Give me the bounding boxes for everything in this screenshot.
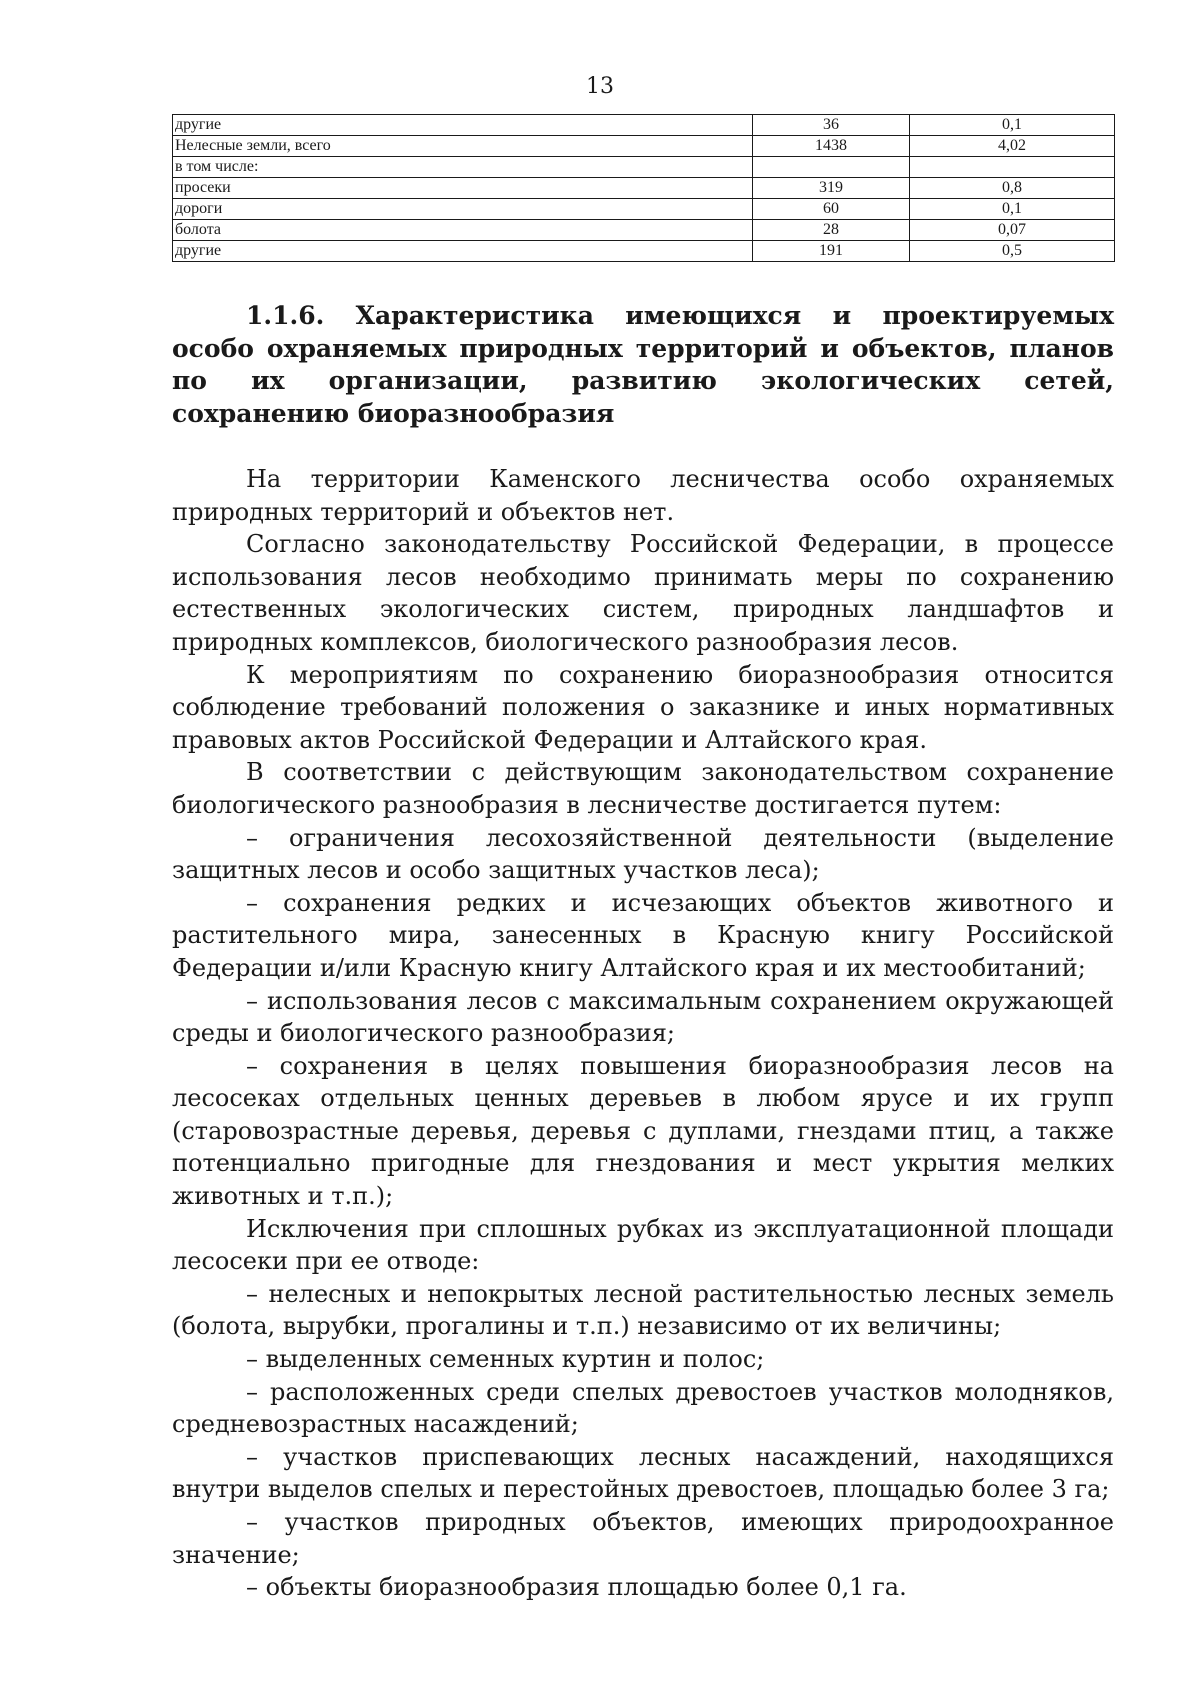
- row-name-cell: Нелесные земли, всего: [173, 136, 753, 157]
- list-item: – выделенных семенных куртин и полос;: [246, 1345, 765, 1374]
- row-percent-cell: [910, 157, 1115, 178]
- table-row: [173, 178, 1115, 199]
- row-area-cell: 60: [753, 199, 910, 220]
- row-percent-cell: 0,1: [910, 199, 1115, 220]
- row-name-cell: другие: [173, 241, 753, 262]
- section-heading: [172, 300, 1114, 430]
- list-item: – расположенных среди спелых древостоев участков молодняков, средневозрастных насаждений;: [172, 1377, 1114, 1439]
- row-percent-cell: 0,1: [910, 115, 1115, 136]
- list-item: – использования лесов с максимальным сохранением окружающей среды и биологического разнообразия;: [172, 986, 1114, 1048]
- row-percent-cell: 0,5: [910, 241, 1115, 262]
- row-percent-cell: 0,8: [910, 178, 1115, 199]
- list-item: – нелесных и непокрытых лесной растительностью лесных земель (болота, вырубки, прогалины и т.п.) независимо от их величины;: [172, 1279, 1114, 1341]
- row-area-cell: 28: [753, 220, 910, 241]
- table-row: [173, 220, 1115, 241]
- body-paragraph: В соответствии с действующим законодательством сохранение биологического разнообразия в лесничестве достигается путем:: [172, 758, 1114, 819]
- table-row: [173, 199, 1115, 220]
- row-percent-cell: 0,07: [910, 220, 1115, 241]
- body-paragraph: Исключения при сплошных рубках из эксплуатационной площади лесосеки при ее отводе:: [172, 1214, 1114, 1276]
- row-area-cell: 36: [753, 115, 910, 136]
- section-body: [172, 463, 1114, 1604]
- row-area-cell: 191: [753, 241, 910, 262]
- list-item: – ограничения лесохозяйственной деятельности (выделение защитных лесов и особо защитных участков леса);: [172, 823, 1114, 885]
- body-paragraph: К мероприятиям по сохранению биоразнообразия относится соблюдение требований положения о заказнике и иных нормативных правовых актов Российской Федерации и Алтайского края.: [172, 660, 1114, 754]
- list-item: – участков приспевающих лесных насаждений, находящихся внутри выделов спелых и перестойных древостоев, площадью более 3 га;: [172, 1442, 1114, 1504]
- row-area-cell: 1438: [753, 136, 910, 157]
- land-area-table: [172, 114, 1115, 262]
- row-name-cell: дороги: [173, 199, 753, 220]
- table-row: [173, 136, 1115, 157]
- section-number: 1.1.6.: [246, 301, 325, 330]
- page-number: 13: [586, 74, 614, 99]
- body-paragraph: Согласно законодательству Российской Федерации, в процессе использования лесов необходимо принимать меры по сохранению естественных экологических систем, природных ландшафтов и природных комплексов, биологического разнообразия лесов.: [172, 530, 1114, 656]
- table-row: [173, 241, 1115, 262]
- row-percent-cell: 4,02: [910, 136, 1115, 157]
- section-title: Характеристика имеющихся и проектируемых особо охраняемых природных территорий и объектов, планов по их организации, развитию экологических сетей, сохранению биоразнообразия: [172, 301, 1114, 428]
- row-area-cell: [753, 157, 910, 178]
- list-item: – сохранения редких и исчезающих объектов животного и растительного мира, занесенных в Красную книгу Российской Федерации и/или Красную книгу Алтайского края и их местообитаний;: [172, 888, 1114, 982]
- row-name-cell: в том числе:: [173, 157, 753, 178]
- body-paragraph: На территории Каменского лесничества особо охраняемых природных территорий и объектов нет.: [172, 465, 1114, 526]
- row-area-cell: 319: [753, 178, 910, 199]
- list-item: – объекты биоразнообразия площадью более 0,1 га.: [246, 1573, 907, 1602]
- row-name-cell: болота: [173, 220, 753, 241]
- table-row: [173, 157, 1115, 178]
- table-row: [173, 115, 1115, 136]
- row-name-cell: просеки: [173, 178, 753, 199]
- list-item: – сохранения в целях повышения биоразнообразия лесов на лесосеках отдельных ценных деревьев в любом ярусе и их групп (старовозрастные деревья, деревья с дуплами, гнездами птиц, а также потенциально пригодные для гнездования и мест укрытия мелких животных и т.п.);: [172, 1051, 1114, 1211]
- row-name-cell: другие: [173, 115, 753, 136]
- list-item: – участков природных объектов, имеющих природоохранное значение;: [172, 1508, 1114, 1569]
